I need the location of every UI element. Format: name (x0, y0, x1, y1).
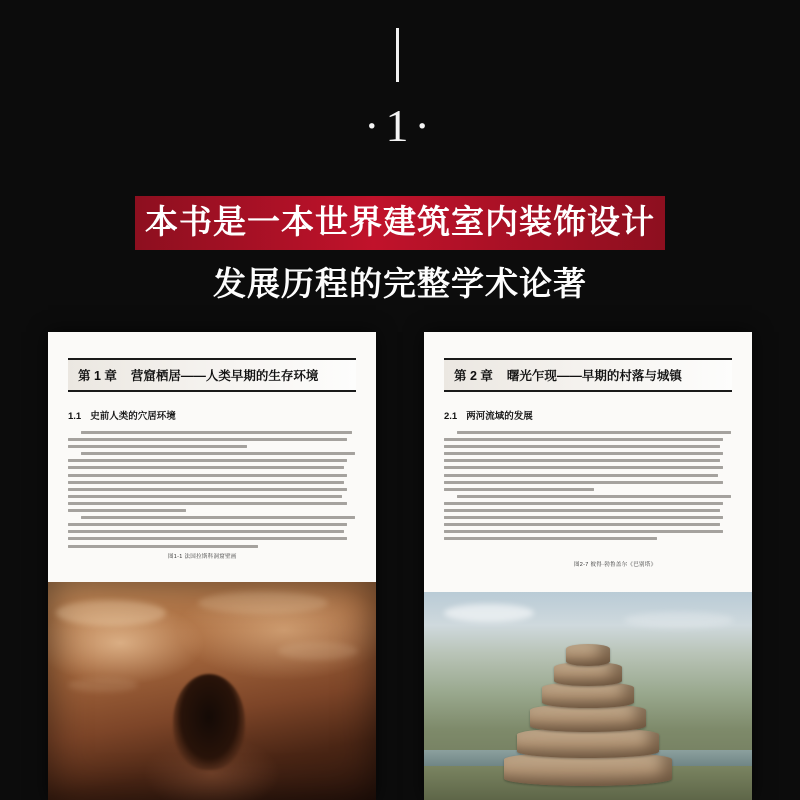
figure-caption-right: 图2-7 彼得·勃鲁盖尔《巴别塔》 (574, 562, 657, 568)
body-text-left (68, 431, 356, 548)
section-title-right: 两河流域的发展 (466, 411, 533, 422)
section-heading-left (68, 408, 356, 422)
headline-primary: 本书是一本世界建筑室内装饰设计 (135, 196, 665, 250)
figure-caption-left: 图1-1 法国拉斯科洞窟壁画 (168, 554, 237, 560)
section-number-badge: ·1· (364, 100, 436, 151)
section-number-left: 1.1 (68, 411, 82, 422)
chapter-number-right: 第 2 章 (454, 369, 493, 383)
cave-painting-photo (48, 582, 376, 800)
chapter-banner-right (444, 358, 732, 392)
section-title-left: 史前人类的穴居环境 (90, 411, 176, 422)
body-text-right (444, 431, 732, 540)
book-page-left (48, 332, 376, 800)
babel-tower-shape (504, 636, 672, 786)
top-divider-rule (396, 28, 399, 82)
tower-of-babel-photo (424, 592, 752, 800)
chapter-title-left: 营窟栖居——人类早期的生存环境 (130, 369, 319, 383)
book-page-previews (0, 332, 800, 800)
chapter-banner-left (68, 358, 356, 392)
cave-opening-shadow (173, 674, 245, 770)
chapter-title-right: 曙光乍现——早期的村落与城镇 (506, 369, 682, 383)
section-heading-right (444, 408, 732, 422)
page-right-content (424, 332, 752, 545)
book-page-right (424, 332, 752, 800)
chapter-number-left: 第 1 章 (78, 369, 117, 383)
page-left-content (48, 332, 376, 552)
headline-primary-wrap (0, 196, 800, 250)
headline-secondary: 发展历程的完整学术论著 (213, 265, 587, 302)
section-number-right: 2.1 (444, 411, 458, 422)
